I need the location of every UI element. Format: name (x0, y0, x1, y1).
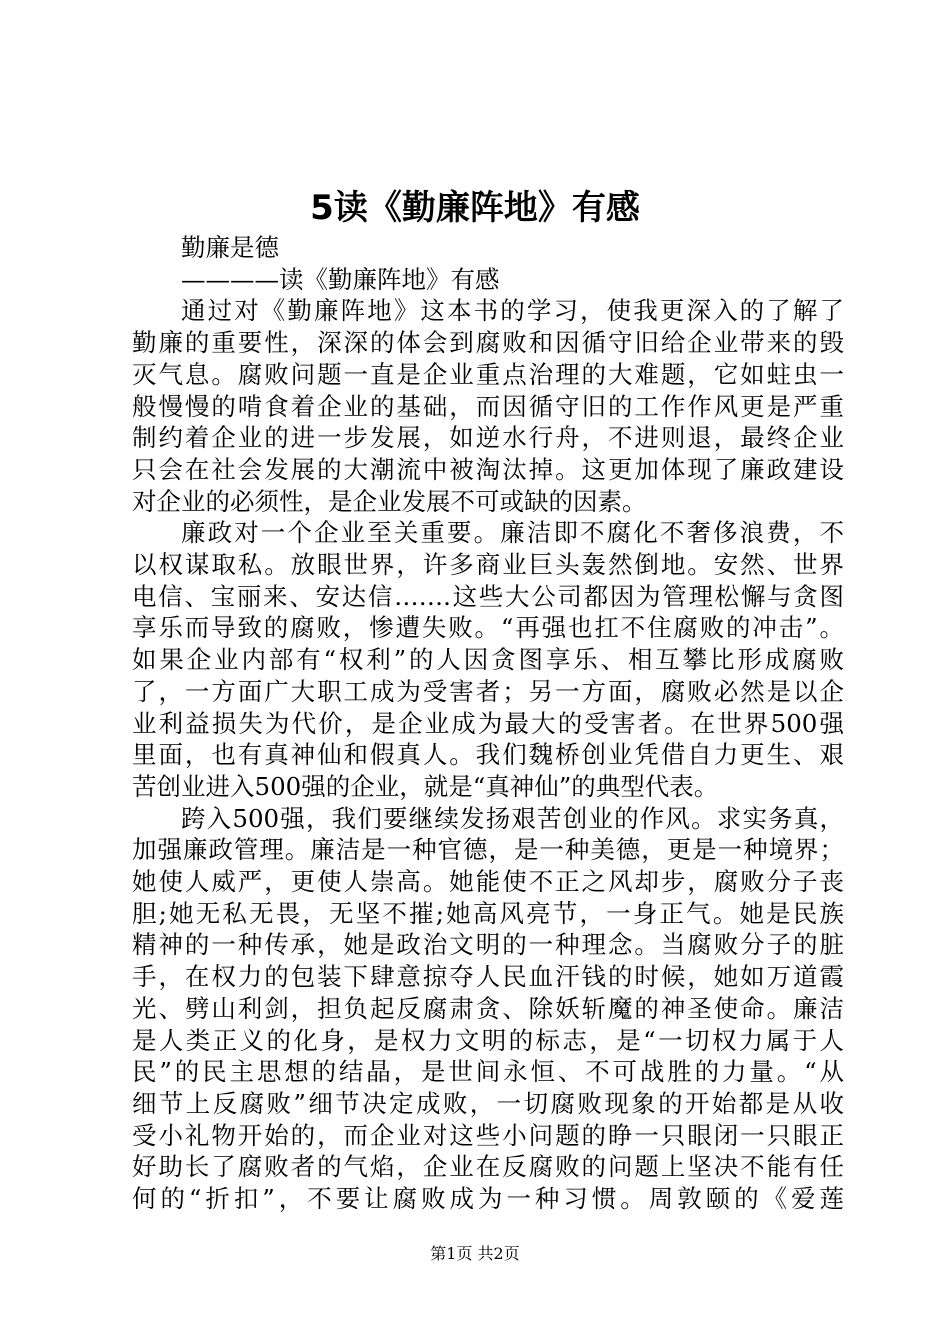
paragraph-1-line: 般慢慢的啃食着企业的基础，而因循守旧的工作作风更是严重 (132, 391, 844, 421)
paragraph-2-line: 里面，也有真神仙和假真人。我们魏桥创业凭借自力更生、艰 (132, 740, 844, 770)
paragraph-2-line: 如果企业内部有“权利”的人因贪图享乐、相互攀比形成腐败 (132, 645, 844, 675)
paragraph-1-line: 对企业的必须性，是企业发展不可或缺的因素。 (132, 486, 647, 516)
page-number-footer: 第1页 共2页 (430, 1244, 520, 1263)
paragraph-3-line: 跨入500强，我们要继续发扬艰苦创业的作风。求实务真， (181, 803, 844, 833)
paragraph-3-line: 她使人威严，更使人崇高。她能使不正之风却步，腐败分子丧 (132, 867, 844, 897)
paragraph-3-line: 胆;她无私无畏，无坚不摧;她高风亮节，一身正气。她是民族 (132, 898, 844, 928)
paragraph-3-line: 何的“折扣”，不要让腐败成为一种习惯。周敦颐的《爱莲 (132, 1184, 844, 1214)
paragraph-2-line: 廉政对一个企业至关重要。廉洁即不腐化不奢侈浪费，不 (181, 518, 844, 548)
paragraph-2-line: 苦创业进入500强的企业，就是“真神仙”的典型代表。 (132, 771, 719, 801)
paragraph-3-line: 手，在权力的包装下肆意掠夺人民血汗钱的时候，她如万道霞 (132, 962, 844, 992)
subtitle-line: 勤廉是德 (181, 233, 279, 262)
paragraph-1-line: 制约着企业的进一步发展，如逆水行舟，不进则退，最终企业 (132, 423, 844, 453)
paragraph-1-line: 灭气息。腐败问题一直是企业重点治理的大难题，它如蛀虫一 (132, 359, 844, 389)
paragraph-3-line: 精神的一种传承，她是政治文明的一种理念。当腐败分子的脏 (132, 930, 844, 960)
paragraph-3-line: 细节上反腐败”细节决定成败，一切腐败现象的开始都是从收 (132, 1088, 844, 1118)
paragraph-3-line: 加强廉政管理。廉洁是一种官德，是一种美德，更是一种境界； (132, 835, 844, 865)
paragraph-2-line: 了，一方面广大职工成为受害者；另一方面，腐败必然是以企 (132, 676, 844, 706)
paragraph-1-line: 只会在社会发展的大潮流中被淘汰掉。这更加体现了廉政建设 (132, 454, 844, 484)
document-body (132, 232, 844, 1215)
paragraph-3-line: 民”的民主思想的结晶，是世间永恒、不可战胜的力量。“从 (132, 1057, 844, 1087)
paragraph-2-line: 以权谋取私。放眼世界，许多商业巨头轰然倒地。安然、世界 (132, 550, 844, 580)
paragraph-3-line: 受小礼物开始的，而企业对这些小问题的睁一只眼闭一只眼正 (132, 1120, 844, 1150)
paragraph-3-line: 光、劈山利剑，担负起反腐肃贪、除妖斩魔的神圣使命。廉洁 (132, 993, 844, 1023)
paragraph-2-line: 享乐而导致的腐败，惨遭失败。“再强也扛不住腐败的冲击”。 (132, 613, 844, 643)
document-title: 5读《勤廉阵地》有感 (310, 188, 640, 228)
paragraph-1-line: 通过对《勤廉阵地》这本书的学习，使我更深入的了解了 (181, 296, 844, 326)
paragraph-3-line: 好助长了腐败者的气焰，企业在反腐败的问题上坚决不能有任 (132, 1152, 844, 1182)
paragraph-2-line: 电信、宝丽来、安达信…….这些大公司都因为管理松懈与贪图 (132, 581, 844, 611)
paragraph-2-line: 业利益损失为代价，是企业成为最大的受害者。在世界500强 (132, 708, 844, 738)
paragraph-1-line: 勤廉的重要性，深深的体会到腐败和因循守旧给企业带来的毁 (132, 328, 844, 358)
paragraph-3-line: 是人类正义的化身，是权力文明的标志，是“一切权力属于人 (132, 1025, 844, 1055)
subtitle-source-line: ————读《勤廉阵地》有感 (181, 264, 500, 294)
